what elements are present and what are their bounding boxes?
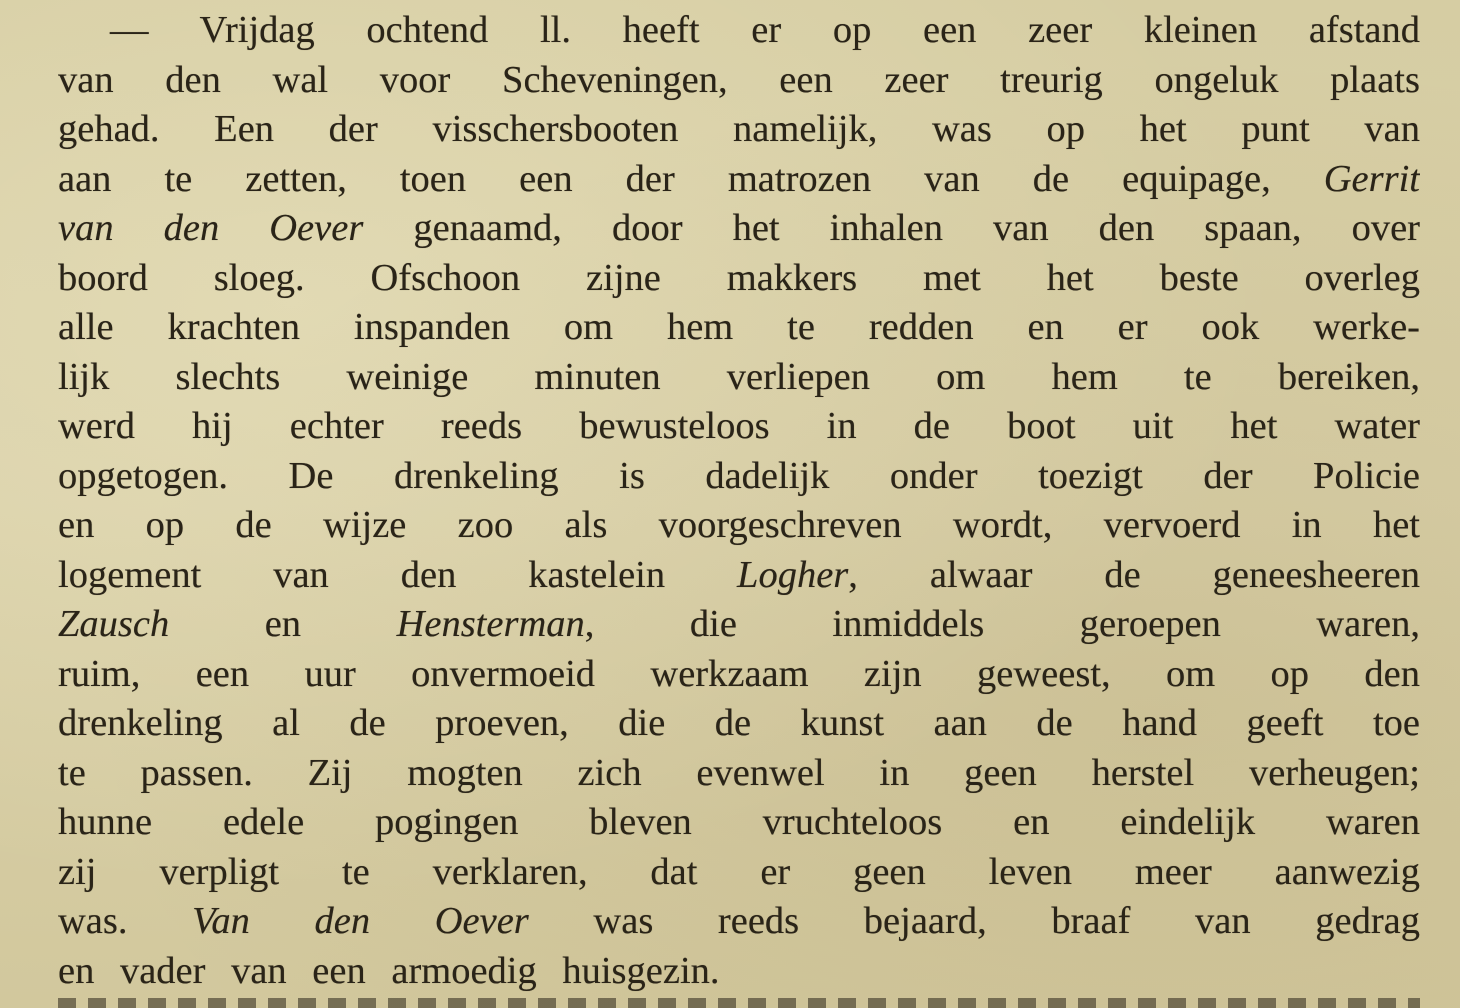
article-line-17: hunne edele pogingen bleven vruchteloos en eindelijk waren — [58, 801, 1420, 843]
news-article — [58, 6, 1420, 996]
italic-name: Zausch — [58, 603, 170, 645]
article-line-8: lijk slechts weinige minuten verliepen om hem te bereiken, — [58, 355, 1420, 398]
article-line-4: aan te zetten, toen een der matrozen van de equipage, Gerrit — [58, 157, 1420, 200]
article-line-3: gehad. Een der visschersbooten namelijk, was op het punt van — [58, 108, 1420, 150]
article-line-2: van den wal voor Scheveningen, een zeer treurig ongeluk plaats — [58, 58, 1420, 101]
italic-name: van den Oever — [58, 207, 364, 249]
article-line-16: te passen. Zij mogten zich evenwel in geen herstel verheugen; — [58, 751, 1420, 794]
article-line-14: ruim, een uur onvermoeid werkzaam zijn geweest, om op den — [58, 652, 1420, 695]
article-line-11: en op de wijze zoo als voorgeschreven wordt, vervoerd in het — [58, 504, 1420, 546]
article-line-9: werd hij echter reeds bewusteloos in de boot uit het water — [58, 405, 1420, 447]
article-line-18: zij verpligt te verklaren, dat er geen leven meer aanwezig — [58, 850, 1420, 893]
article-line-10: opgetogen. De drenkeling is dadelijk onder toezigt der Policie — [58, 454, 1420, 497]
italic-name: Van den Oever — [192, 900, 529, 942]
italic-name: Logher — [737, 553, 849, 596]
article-line-7: alle krachten inspanden om hem te redden en er ook werke- — [58, 306, 1420, 348]
italic-name: Hensterman — [396, 603, 585, 645]
article-line-1: — Vrijdag ochtend ll. heeft er op een zeer kleinen afstand — [110, 9, 1420, 51]
article-line-15: drenkeling al de proeven, die de kunst aan de hand geeft toe — [58, 702, 1420, 744]
cropped-next-line — [58, 994, 1420, 1008]
article-line-20: en vader van een armoedig huisgezin. — [58, 949, 720, 992]
article-line-19: was. Van den Oever was reeds bejaard, braaf van gedrag — [58, 900, 1420, 942]
article-line-5: van den Oever genaamd, door het inhalen van den spaan, over — [58, 207, 1420, 249]
article-line-12: logement van den kastelein Logher, alwaar de geneesheeren — [58, 553, 1420, 596]
italic-name: Gerrit — [1323, 157, 1420, 200]
article-line-13: Zausch en Hensterman, die inmiddels geroepen waren, — [58, 603, 1420, 645]
article-line-6: boord sloeg. Ofschoon zijne makkers met het beste overleg — [58, 256, 1420, 299]
